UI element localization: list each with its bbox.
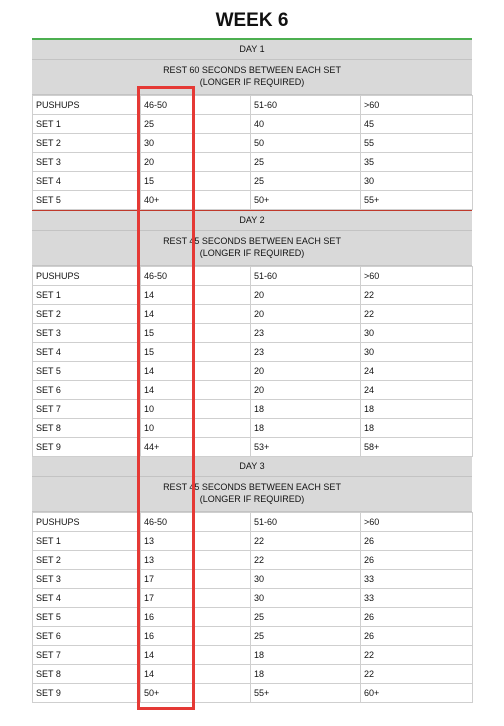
table-row [33, 532, 473, 551]
day-1-rest-note [32, 60, 472, 95]
page-title: WEEK 6 [215, 10, 289, 31]
table-header-row [33, 96, 473, 115]
table-cell: 17 [141, 589, 251, 608]
table-cell: SET 1 [33, 115, 141, 134]
workout-sheet [32, 38, 472, 703]
table-row [33, 286, 473, 305]
table-cell: 22 [361, 286, 473, 305]
table-row [33, 343, 473, 362]
table-row [33, 627, 473, 646]
table-cell: 60+ [361, 684, 473, 703]
table-cell: SET 2 [33, 134, 141, 153]
table-row [33, 551, 473, 570]
rest-text: REST 45 SECONDS BETWEEN EACH SET [163, 236, 341, 246]
table-cell: 20 [251, 286, 361, 305]
table-cell: 14 [141, 665, 251, 684]
table-cell: 30 [361, 343, 473, 362]
table-cell: SET 9 [33, 438, 141, 457]
table-cell: 14 [141, 362, 251, 381]
table-cell: 24 [361, 381, 473, 400]
table-row [33, 646, 473, 665]
table-row [33, 134, 473, 153]
rest-text: REST 60 SECONDS BETWEEN EACH SET [163, 65, 341, 75]
table-row [33, 438, 473, 457]
table-cell: 26 [361, 551, 473, 570]
table-cell: 50+ [141, 684, 251, 703]
table-cell: 55 [361, 134, 473, 153]
table-cell: 26 [361, 532, 473, 551]
table-cell: SET 2 [33, 551, 141, 570]
table-cell: 50+ [251, 191, 361, 210]
table-cell: SET 4 [33, 343, 141, 362]
header-cell: 51-60 [251, 96, 361, 115]
header-cell: >60 [361, 96, 473, 115]
table-cell: SET 8 [33, 419, 141, 438]
rest-text: REST 45 SECONDS BETWEEN EACH SET [163, 482, 341, 492]
table-cell: SET 1 [33, 532, 141, 551]
table-cell: 20 [251, 305, 361, 324]
header-cell: PUSHUPS [33, 267, 141, 286]
table-cell: 23 [251, 324, 361, 343]
table-cell: 13 [141, 532, 251, 551]
table-row [33, 608, 473, 627]
table-cell: SET 3 [33, 324, 141, 343]
table-cell: 14 [141, 286, 251, 305]
header-cell: PUSHUPS [33, 96, 141, 115]
table-cell: SET 5 [33, 608, 141, 627]
table-cell: 25 [251, 608, 361, 627]
table-row [33, 172, 473, 191]
table-cell: 22 [251, 551, 361, 570]
table-cell: 13 [141, 551, 251, 570]
table-cell: 33 [361, 570, 473, 589]
table-cell: 50 [251, 134, 361, 153]
table-row [33, 589, 473, 608]
rest-subtext: (LONGER IF REQUIRED) [199, 494, 305, 504]
table-cell: 25 [141, 115, 251, 134]
table-cell: 14 [141, 381, 251, 400]
table-cell: 26 [361, 608, 473, 627]
table-cell: 16 [141, 608, 251, 627]
header-cell: 46-50 [141, 96, 251, 115]
table-cell: 35 [361, 153, 473, 172]
table-cell: SET 9 [33, 684, 141, 703]
table-cell: 30 [141, 134, 251, 153]
day-2-rest-note [32, 231, 472, 266]
table-cell: 30 [361, 172, 473, 191]
table-cell: SET 5 [33, 362, 141, 381]
table-cell: 18 [251, 665, 361, 684]
table-cell: 22 [251, 532, 361, 551]
table-cell: 20 [251, 362, 361, 381]
header-cell: 51-60 [251, 513, 361, 532]
table-cell: 45 [361, 115, 473, 134]
table-cell: SET 6 [33, 381, 141, 400]
table-cell: SET 3 [33, 570, 141, 589]
table-cell: 53+ [251, 438, 361, 457]
table-cell: 22 [361, 646, 473, 665]
table-header-row [33, 267, 473, 286]
table-cell: 22 [361, 305, 473, 324]
table-cell: 16 [141, 627, 251, 646]
table-cell: 58+ [361, 438, 473, 457]
day-1-header: DAY 1 [32, 40, 472, 60]
day-2-header: DAY 2 [32, 211, 472, 231]
table-cell: 22 [361, 665, 473, 684]
header-cell: 46-50 [141, 513, 251, 532]
table-cell: 18 [361, 419, 473, 438]
table-cell: SET 8 [33, 665, 141, 684]
table-cell: SET 7 [33, 646, 141, 665]
header-cell: >60 [361, 267, 473, 286]
table-cell: 26 [361, 627, 473, 646]
table-header-row [33, 513, 473, 532]
table-row [33, 570, 473, 589]
header-cell: 51-60 [251, 267, 361, 286]
header-cell: PUSHUPS [33, 513, 141, 532]
day-3-rest-note [32, 477, 472, 512]
table-cell: 17 [141, 570, 251, 589]
table-cell: 18 [251, 419, 361, 438]
table-cell: SET 2 [33, 305, 141, 324]
table-cell: 18 [361, 400, 473, 419]
table-cell: SET 4 [33, 589, 141, 608]
table-cell: SET 6 [33, 627, 141, 646]
table-cell: 10 [141, 419, 251, 438]
table-cell: 20 [251, 381, 361, 400]
table-cell: 25 [251, 153, 361, 172]
day-3-header: DAY 3 [32, 457, 472, 477]
day-2-table [32, 266, 473, 457]
table-cell: 20 [141, 153, 251, 172]
table-cell: 15 [141, 172, 251, 191]
table-cell: 55+ [251, 684, 361, 703]
table-cell: 23 [251, 343, 361, 362]
table-cell: 33 [361, 589, 473, 608]
table-cell: 18 [251, 646, 361, 665]
table-cell: 44+ [141, 438, 251, 457]
table-cell: 30 [361, 324, 473, 343]
header-cell: >60 [361, 513, 473, 532]
table-cell: 14 [141, 646, 251, 665]
table-cell: 40+ [141, 191, 251, 210]
table-row [33, 684, 473, 703]
table-cell: 30 [251, 570, 361, 589]
table-cell: SET 5 [33, 191, 141, 210]
day-3-table [32, 512, 473, 703]
table-row [33, 153, 473, 172]
table-cell: 25 [251, 627, 361, 646]
table-cell: 24 [361, 362, 473, 381]
rest-subtext: (LONGER IF REQUIRED) [199, 248, 305, 258]
table-row [33, 381, 473, 400]
table-row [33, 400, 473, 419]
table-cell: SET 3 [33, 153, 141, 172]
table-cell: SET 7 [33, 400, 141, 419]
rest-subtext: (LONGER IF REQUIRED) [199, 77, 305, 87]
table-row [33, 115, 473, 134]
day-1-table [32, 95, 473, 210]
table-cell: 40 [251, 115, 361, 134]
table-row [33, 305, 473, 324]
table-row [33, 419, 473, 438]
table-row [33, 362, 473, 381]
table-cell: SET 1 [33, 286, 141, 305]
table-cell: 14 [141, 305, 251, 324]
table-cell: 25 [251, 172, 361, 191]
table-cell: 18 [251, 400, 361, 419]
table-row [33, 665, 473, 684]
table-cell: 15 [141, 324, 251, 343]
header-cell: 46-50 [141, 267, 251, 286]
table-cell: 10 [141, 400, 251, 419]
table-row [33, 191, 473, 210]
table-cell: SET 4 [33, 172, 141, 191]
table-row [33, 324, 473, 343]
table-cell: 30 [251, 589, 361, 608]
table-cell: 15 [141, 343, 251, 362]
table-cell: 55+ [361, 191, 473, 210]
